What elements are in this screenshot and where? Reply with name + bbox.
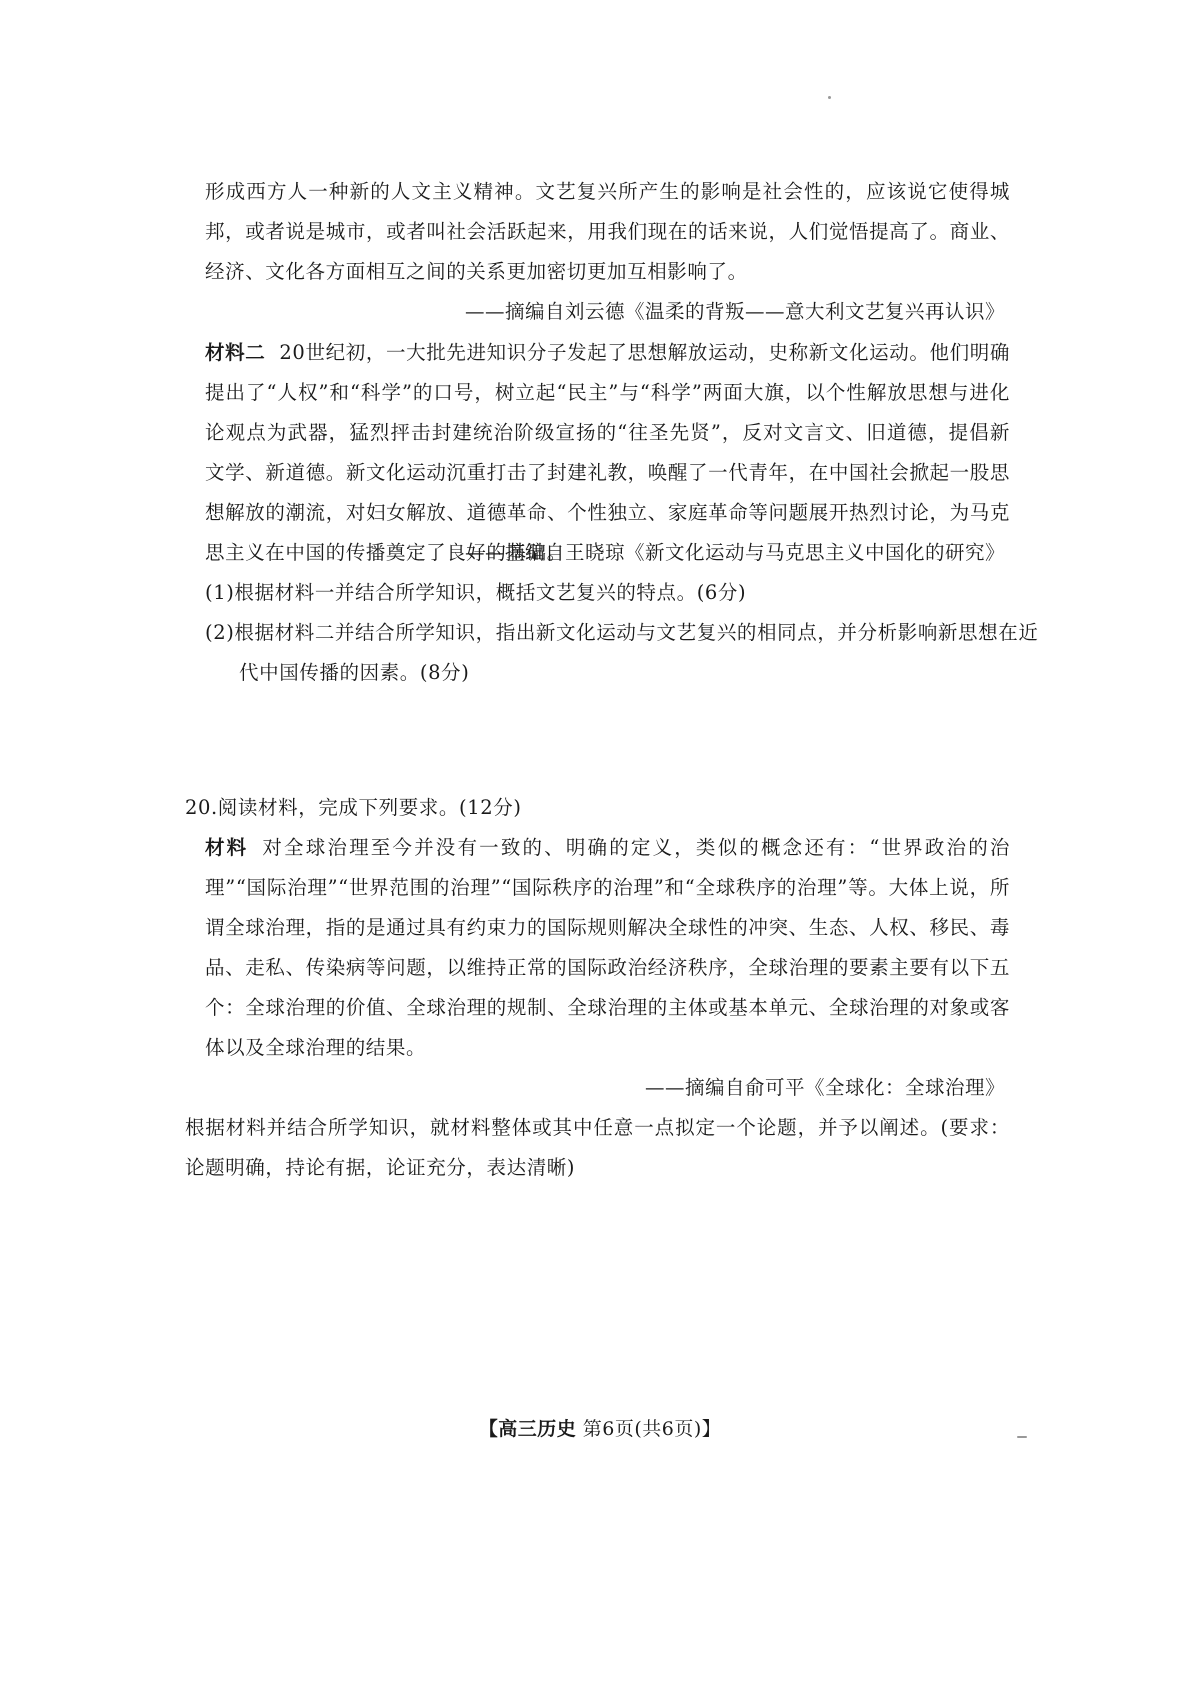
question-19-1: (1)根据材料一并结合所学知识，概括文艺复兴的特点。(6分) (205, 581, 747, 604)
scan-speck (828, 96, 831, 99)
material-one-source: ——摘编自刘云德《温柔的背叛——意大利文艺复兴再认识》 (464, 300, 1005, 323)
question-20-material-text: 对全球治理至今并没有一致的、明确的定义，类似的概念还有：“世界政治的治理”“国际治理”“世界范围的治理”“国际秩序的治理”和“全球秩序的治理”等。大体上说，所谓全球治理，指的是通过具有约束力的国际规则解决全球性的冲突、生态、人权、移民、毒品、走私、传染病等问题，以维持正常的国际政治经济秩序，全球治理的要素主要有以下五个：全球治理的价值、全球治理的规制、全球治理的主体或基本单元、全球治理的对象或客体以及全球治理的结果。 (205, 836, 1010, 1059)
question-20-material (205, 828, 1010, 1068)
question-20-heading: 20.阅读材料，完成下列要求。(12分) (185, 796, 522, 819)
material-one-tail-text: 形成西方人一种新的人文主义精神。文艺复兴所产生的影响是社会性的，应该说它使得城邦，或者说是城市，或者叫社会活跃起来，用我们现在的话来说，人们觉悟提高了。商业、经济、文化各方面相互之间的关系更加密切更加互相影响了。 (205, 180, 1010, 283)
question-20-instruction: 根据材料并结合所学知识，就材料整体或其中任意一点拟定一个论题，并予以阐述。(要求：论题明确，持论有据，论证充分，表达清晰) (185, 1116, 1010, 1179)
question-20-material-label: 材料 (205, 836, 249, 859)
material-two-text: 20世纪初，一大批先进知识分子发起了思想解放运动，史称新文化运动。他们明确提出了“人权”和“科学”的口号，树立起“民主”与“科学”两面大旗，以个性解放思想与进化论观点为武器，猛烈抨击封建统治阶级宣扬的“往圣先贤”，反对文言文、旧道德，提倡新文学、新道德。新文化运动沉重打击了封建礼教，唤醒了一代青年，在中国社会掀起一股思想解放的潮流，对妇女解放、道德革命、个性独立、家庭革命等问题展开热烈讨论，为马克思主义在中国的传播奠定了良好的基础。 (205, 341, 1010, 564)
material-two-source: ——摘编自王晓琼《新文化运动与马克思主义中国化的研究》 (464, 541, 1005, 564)
material-two-label: 材料二 (205, 341, 266, 364)
question-19-2: (2)根据材料二并结合所学知识，指出新文化运动与文艺复兴的相同点，并分析影响新思想在近代中国传播的因素。(8分) (205, 621, 1039, 684)
footer-page-number: 第6页(共6页)】 (582, 1418, 722, 1440)
scan-speck (1017, 1436, 1027, 1438)
footer-subject: 【高三历史 (478, 1418, 577, 1440)
question-20-source: ——摘编自俞可平《全球化：全球治理》 (644, 1076, 1005, 1099)
